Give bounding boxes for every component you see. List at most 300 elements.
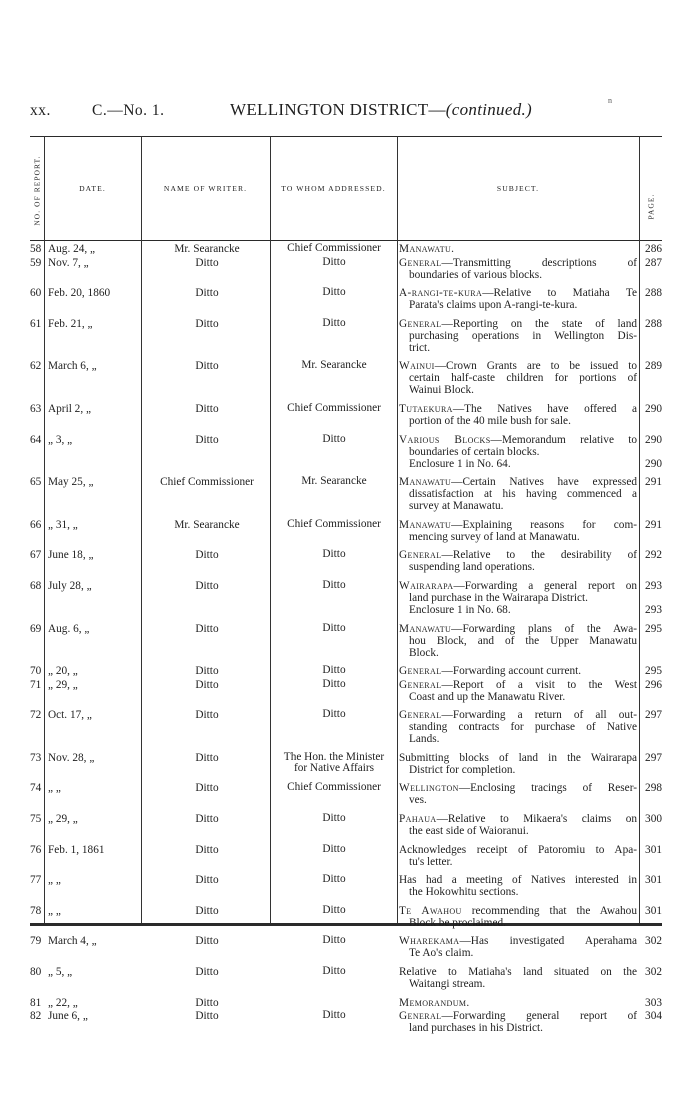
subject-first-line — [399, 752, 637, 764]
subject-continuation: Te Ao's claim. — [409, 947, 474, 960]
page-number-line: 295 — [645, 622, 662, 635]
subject-heading: Wairarapa — [399, 579, 454, 592]
page-number — [638, 752, 662, 764]
writer-name: Ditto — [195, 549, 219, 562]
report-date: „ „ — [48, 782, 61, 795]
subject-first-line — [399, 549, 637, 561]
addressee-line: for Native Affairs — [293, 761, 375, 774]
subject-continuation: trict. — [409, 341, 431, 354]
subject-heading: Tutaekura — [399, 402, 453, 415]
column-header-subject: SUBJECT. — [496, 183, 540, 193]
addressee-line: Ditto — [322, 578, 346, 591]
page-number — [638, 665, 662, 677]
report-date: „ „ — [48, 904, 61, 917]
addressee-line: Ditto — [322, 1009, 346, 1022]
writer-name: Ditto — [195, 751, 219, 764]
report-date: Aug. 6, „ — [48, 622, 90, 635]
writer-name: Ditto — [195, 996, 219, 1009]
subject-heading: Te Awahou — [399, 904, 462, 917]
addressee — [272, 519, 396, 530]
table-row — [30, 935, 662, 959]
writer-name: Ditto — [195, 782, 219, 795]
addressee — [272, 403, 396, 414]
subject-continuation: standing contracts for purchase of Native — [409, 721, 637, 734]
table-row — [30, 287, 662, 311]
page-number — [638, 257, 662, 269]
table-row — [30, 665, 662, 677]
addressee — [272, 709, 396, 720]
correspondence-table — [30, 136, 662, 1035]
writer-name: Ditto — [195, 665, 219, 678]
page-number — [638, 874, 662, 886]
subject-text: —Relative to the desirability of — [441, 549, 637, 562]
subject-continuation: hou Block, and of the Upper Manawatu — [409, 634, 637, 647]
table-row — [30, 519, 662, 543]
subject-text: —Certain Natives have expressed — [451, 476, 637, 489]
writer-name: Ditto — [195, 813, 219, 825]
subject — [399, 580, 637, 616]
subject-continuation: tu's letter. — [409, 855, 453, 868]
table-row — [30, 709, 662, 745]
report-date: Feb. 20, 1860 — [48, 287, 111, 300]
subject-continuation: Parata's claims upon A-rangi-te-kura. — [409, 299, 578, 312]
page-number-line: 291 — [645, 518, 662, 531]
subject-continuation: dissatisfaction at his having commenced a — [409, 488, 637, 501]
report-number: 67 — [30, 549, 42, 562]
page-number-line: 290 — [645, 402, 662, 415]
report-number: 65 — [30, 476, 42, 489]
page-number-line: 289 — [645, 360, 662, 373]
subject — [399, 403, 637, 427]
table-row — [30, 1010, 662, 1034]
subject — [399, 813, 637, 837]
writer-name: Mr. Searancke — [174, 518, 240, 531]
document-reference: C.—No. 1. — [92, 102, 165, 119]
page-number-line: 295 — [645, 665, 662, 678]
subject-continuation: Block be proclaimed. — [409, 916, 506, 929]
subject — [399, 665, 637, 677]
addressee — [272, 905, 396, 916]
subject-heading: A-rangi-te-kura — [399, 287, 483, 300]
column-header-addressee: TO WHOM ADDRESSED. — [281, 183, 386, 193]
subject-continuation: certain half-caste children for portions of — [409, 372, 637, 385]
page-number — [638, 519, 662, 531]
subject-text: —Forwarding account current. — [441, 665, 582, 678]
addressee — [272, 935, 396, 946]
subject-text: —Transmitting descriptions of — [441, 256, 637, 269]
page-number — [638, 935, 662, 947]
subject-text: —Forwarding general report of — [441, 1010, 637, 1023]
page-number — [638, 813, 662, 825]
table-row — [30, 434, 662, 470]
subject-text: —Enclosing tracings of Reser- — [458, 782, 637, 795]
subject-first-line — [399, 476, 637, 488]
subject-continuation: ves. — [409, 794, 427, 807]
table-row — [30, 257, 662, 281]
subject — [399, 549, 637, 573]
page-number-line: 290 — [645, 457, 662, 470]
subject-first-line — [399, 844, 637, 856]
subject-continuation: Block. — [409, 646, 439, 659]
column-header-page: PAGE. — [646, 193, 656, 219]
subject — [399, 257, 637, 281]
subject — [399, 997, 637, 1009]
table-row — [30, 997, 662, 1009]
report-number: 75 — [30, 813, 42, 825]
report-number: 61 — [30, 317, 42, 330]
report-number: 66 — [30, 518, 42, 531]
page-number-line: 302 — [645, 966, 662, 978]
writer-name: Ditto — [195, 843, 219, 856]
page-number-line: 304 — [645, 1010, 662, 1023]
report-date: March 4, „ — [48, 935, 97, 948]
subject-heading: General — [399, 665, 442, 678]
report-number: 77 — [30, 874, 42, 887]
subject-text: —Forwarding a return of all out- — [441, 709, 637, 722]
subject-continuation: survey at Manawatu. — [409, 500, 504, 513]
subject-first-line — [399, 905, 637, 917]
table-row — [30, 844, 662, 868]
column-header-writer: NAME OF WRITER. — [163, 183, 248, 193]
addressee — [272, 257, 396, 268]
subject-text: —Explaining reasons for com- — [451, 518, 637, 531]
page-number-line: 297 — [645, 709, 662, 722]
table-row — [30, 403, 662, 427]
report-number: 74 — [30, 782, 42, 795]
addressee-line: Ditto — [322, 708, 346, 721]
writer-name: Ditto — [195, 256, 219, 269]
report-date: Nov. 28, „ — [48, 751, 95, 764]
table-row — [30, 580, 662, 616]
subject — [399, 287, 637, 311]
writer-name: Ditto — [195, 966, 219, 978]
subject — [399, 476, 637, 512]
addressee-line: Ditto — [322, 903, 346, 916]
report-number: 80 — [30, 966, 42, 978]
subject-continuation: Enclosure 1 in No. 64. — [409, 457, 511, 470]
report-date: „ 29, „ — [48, 813, 78, 825]
subject-text: Relative to Matiaha's land situated on the — [399, 966, 637, 978]
page-number — [638, 1010, 662, 1022]
page-number — [638, 476, 662, 488]
subject-first-line — [399, 679, 637, 691]
addressee-line: Ditto — [322, 286, 346, 299]
subject-first-line — [399, 519, 637, 531]
subject-heading: General — [399, 317, 442, 330]
page-number-line: 287 — [645, 256, 662, 269]
subject-continuation: mencing survey of land at Manawatu. — [409, 530, 580, 543]
page-number-line — [638, 592, 662, 604]
page-number — [638, 403, 662, 415]
page-number-line — [638, 446, 662, 458]
subject-text: —Reporting on the state of land — [441, 317, 637, 330]
subject — [399, 434, 637, 470]
page-header — [30, 96, 650, 124]
subject-text: Acknowledges receipt of Patoromiu to Apa- — [399, 843, 637, 856]
writer-name: Chief Commissioner — [160, 476, 254, 489]
table-row — [30, 360, 662, 396]
report-date: „ „ — [48, 874, 61, 887]
page-number-line: 293 — [645, 603, 662, 616]
subject-continuation: District for completion. — [409, 763, 516, 776]
table-row — [30, 318, 662, 354]
page-number — [638, 679, 662, 691]
subject — [399, 679, 637, 703]
subject-text: —Report of a visit to the West — [441, 678, 637, 691]
subject-text: —Forwarding a general report on — [453, 579, 637, 592]
page-number-line: 301 — [645, 843, 662, 856]
subject-continuation: Wainui Block. — [409, 384, 474, 397]
subject — [399, 519, 637, 543]
addressee-line: Ditto — [322, 316, 346, 329]
subject-continuation: land purchases in his District. — [409, 1022, 543, 1035]
subject — [399, 966, 637, 990]
report-date: July 28, „ — [48, 579, 92, 592]
writer-name: Ditto — [195, 1010, 219, 1023]
addressee — [272, 318, 396, 329]
report-number: 79 — [30, 935, 42, 948]
subject-continuation: boundaries of certain blocks. — [409, 445, 540, 458]
report-number: 62 — [30, 360, 42, 373]
page-number-line: 293 — [645, 579, 662, 592]
subject-first-line — [399, 580, 637, 592]
subject-first-line — [399, 874, 637, 886]
subject-continuation: land purchase in the Wairarapa District. — [409, 591, 588, 604]
addressee-line: Chief Commissioner — [287, 401, 381, 414]
report-number: 70 — [30, 665, 42, 678]
report-date: „ 20, „ — [48, 665, 78, 678]
addressee — [272, 752, 396, 774]
subject-heading: Manawatu — [399, 622, 452, 635]
page-number — [638, 360, 662, 372]
addressee-line: Chief Commissioner — [287, 242, 381, 254]
subject-first-line — [399, 813, 637, 825]
addressee — [272, 874, 396, 885]
addressee — [272, 844, 396, 855]
addressee — [272, 434, 396, 445]
report-date: June 6, „ — [48, 1010, 88, 1023]
report-date: Feb. 21, „ — [48, 317, 93, 330]
writer-name: Ditto — [195, 433, 219, 446]
writer-name: Ditto — [195, 579, 219, 592]
addressee — [272, 360, 396, 371]
report-number: 64 — [30, 433, 42, 446]
addressee — [272, 623, 396, 634]
subject-continuation: portion of the 40 mile bush for sale. — [409, 414, 571, 427]
subject — [399, 1010, 637, 1034]
report-date: Oct. 17, „ — [48, 709, 92, 722]
report-date: April 2, „ — [48, 402, 91, 415]
subject — [399, 623, 637, 659]
writer-name: Ditto — [195, 709, 219, 722]
subject-heading: General — [399, 1010, 442, 1023]
report-date: „ 31, „ — [48, 518, 78, 531]
subject-first-line — [399, 318, 637, 330]
report-date: March 6, „ — [48, 360, 97, 373]
page-number — [638, 782, 662, 794]
report-number: 69 — [30, 622, 42, 635]
addressee-line: Ditto — [322, 432, 346, 445]
report-date: June 18, „ — [48, 549, 94, 562]
report-date: Aug. 24, „ — [48, 243, 96, 255]
subject-heading: Memorandum. — [399, 996, 470, 1009]
writer-name: Ditto — [195, 904, 219, 917]
addressee-line: Ditto — [322, 621, 346, 634]
table-row — [30, 623, 662, 659]
addressee — [272, 476, 396, 487]
subject-first-line — [399, 709, 637, 721]
page-number — [638, 243, 662, 255]
report-date: „ 22, „ — [48, 996, 78, 1009]
table-row — [30, 752, 662, 776]
addressee — [272, 549, 396, 560]
subject-text: Has had a meeting of Natives interested in — [399, 874, 637, 887]
subject-continuation: purchasing operations in Wellington Dis- — [409, 329, 637, 342]
subject-continuation: the east side of Waioranui. — [409, 825, 529, 837]
addressee — [272, 1010, 396, 1021]
subject-first-line — [399, 782, 637, 794]
subject-continuation: the Hokowhitu sections. — [409, 886, 519, 899]
subject-first-line — [399, 287, 637, 299]
writer-name: Ditto — [195, 402, 219, 415]
subject — [399, 318, 637, 354]
page-number — [638, 623, 662, 635]
subject-heading: Wharekama — [399, 935, 460, 948]
page-number — [638, 997, 662, 1009]
addressee-line: The Hon. the Minister — [283, 750, 385, 763]
subject-continuation: Coast and up the Manawatu River. — [409, 690, 566, 703]
subject-first-line — [399, 243, 637, 255]
writer-name: Mr. Searancke — [174, 243, 240, 255]
table-row — [30, 813, 662, 837]
addressee-line: Ditto — [322, 934, 346, 947]
report-number: 58 — [30, 243, 42, 255]
subject-heading: Wellington — [399, 782, 459, 795]
page-number — [638, 434, 662, 470]
page-number-line: 292 — [645, 549, 662, 562]
writer-name: Ditto — [195, 622, 219, 635]
report-date: „ 5, „ — [48, 966, 73, 978]
page-number-line: 302 — [645, 935, 662, 948]
column-header-report-no: NO. OF REPORT. — [32, 154, 42, 226]
subject-heading: General — [399, 549, 442, 562]
subject-first-line — [399, 360, 637, 372]
page-number-line: 296 — [645, 678, 662, 691]
subject-text: —Memorandum relative to — [490, 433, 637, 446]
page-number-line: 286 — [645, 243, 662, 255]
stray-mark: n — [608, 96, 612, 105]
table-row — [30, 966, 662, 990]
report-number: 78 — [30, 904, 42, 917]
addressee-line: Chief Commissioner — [287, 517, 381, 530]
page-number — [638, 287, 662, 299]
page-number-line: 301 — [645, 874, 662, 887]
page-number-line: 301 — [645, 904, 662, 917]
subject — [399, 752, 637, 776]
table-header-rule — [30, 240, 662, 241]
subject-first-line — [399, 257, 637, 269]
report-number: 68 — [30, 579, 42, 592]
report-number: 76 — [30, 843, 42, 856]
table-row — [30, 905, 662, 929]
subject-text: Submitting blocks of land in the Wairarapa — [399, 751, 637, 764]
addressee-line: Ditto — [322, 664, 346, 677]
addressee-line: Ditto — [322, 965, 346, 977]
subject — [399, 709, 637, 745]
table-row — [30, 874, 662, 898]
report-date: „ 3, „ — [48, 433, 73, 446]
table-row — [30, 679, 662, 703]
table-row — [30, 549, 662, 573]
subject-first-line — [399, 665, 637, 677]
subject-heading: Pahaua — [399, 813, 437, 825]
subject-first-line — [399, 997, 637, 1009]
subject-heading: Manawatu — [399, 518, 452, 531]
addressee-line: Mr. Searancke — [301, 475, 367, 488]
page-number-line: 300 — [645, 813, 662, 825]
writer-name: Ditto — [195, 935, 219, 948]
subject-continuation: Lands. — [409, 733, 440, 746]
subject-first-line — [399, 403, 637, 415]
addressee-line: Chief Commissioner — [287, 781, 381, 794]
subject — [399, 243, 637, 255]
addressee-line: Ditto — [322, 548, 346, 561]
page-number — [638, 580, 662, 616]
report-date: „ 29, „ — [48, 678, 78, 691]
page-number — [638, 318, 662, 330]
addressee — [272, 966, 396, 977]
subject-first-line — [399, 434, 637, 446]
report-number: 60 — [30, 287, 42, 300]
report-date: Nov. 7, „ — [48, 256, 89, 269]
page-number-line: 298 — [645, 782, 662, 795]
subject-text: —Has investigated Aperahama — [459, 935, 637, 948]
subject — [399, 782, 637, 806]
subject-first-line — [399, 1010, 637, 1022]
writer-name: Ditto — [195, 360, 219, 373]
writer-name: Ditto — [195, 287, 219, 300]
page-title: WELLINGTON DISTRICT—(continued.) — [230, 100, 533, 119]
writer-name: Ditto — [195, 678, 219, 691]
subject-heading: General — [399, 256, 442, 269]
subject-heading: Various Blocks — [399, 433, 491, 446]
page-number-line: 290 — [645, 433, 662, 446]
addressee-line: Ditto — [322, 842, 346, 855]
subject-first-line — [399, 966, 637, 978]
page-number-line: 288 — [645, 287, 662, 300]
page-number-line: 291 — [645, 476, 662, 489]
report-number: 71 — [30, 678, 42, 691]
addressee — [272, 287, 396, 298]
subject — [399, 360, 637, 396]
subject-text: recommending that the Awahou — [461, 904, 637, 917]
subject-first-line — [399, 935, 637, 947]
addressee-line: Ditto — [322, 873, 346, 886]
writer-name: Ditto — [195, 317, 219, 330]
report-number: 82 — [30, 1010, 42, 1023]
subject-heading: Manawatu — [399, 476, 452, 489]
subject-heading: Wainui — [399, 360, 435, 373]
report-date: Feb. 1, 1861 — [48, 843, 105, 856]
report-number: 81 — [30, 996, 42, 1009]
subject-continuation: Waitangi stream. — [409, 978, 486, 990]
addressee — [272, 813, 396, 824]
addressee — [272, 243, 396, 254]
page-number — [638, 549, 662, 561]
subject-text: —Crown Grants are to be issued to — [434, 360, 637, 373]
page-number-line: 303 — [645, 996, 662, 1009]
addressee — [272, 665, 396, 676]
